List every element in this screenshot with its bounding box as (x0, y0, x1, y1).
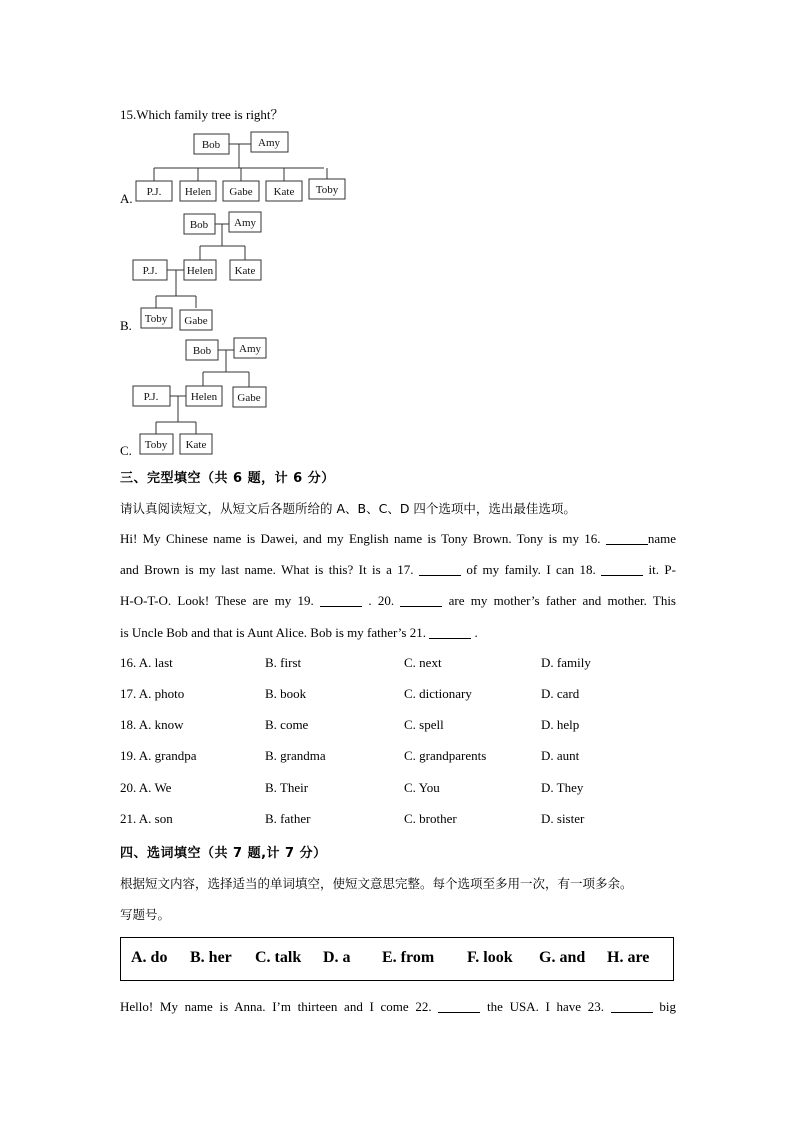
q17-option-a[interactable]: 17. A. photo (120, 686, 185, 701)
question-18-options (120, 717, 680, 737)
question-19-options (120, 748, 680, 768)
section-4-title: 四、选词填空（共 7 题,计 7 分） (120, 846, 327, 861)
tree-b-pj: P.J. (142, 265, 158, 277)
family-tree-b (130, 208, 270, 333)
family-tree-a (130, 128, 350, 208)
q21-option-a[interactable]: 21. A. son (120, 811, 173, 826)
tree-b-helen: Helen (186, 265, 214, 277)
tree-b-amy: Amy (234, 217, 256, 229)
q20-option-a[interactable]: 20. A. We (120, 780, 172, 795)
family-tree-c (130, 334, 270, 459)
word-option-f: F. look (467, 949, 513, 966)
word-option-c: C. talk (255, 949, 302, 966)
tree-b-kate: Kate (234, 265, 256, 277)
q17-option-c[interactable]: C. dictionary (404, 686, 472, 701)
word-option-d: D. a (323, 949, 351, 966)
tree-a-toby: Toby (315, 184, 339, 196)
question-21-options (120, 811, 680, 831)
q16-option-a[interactable]: 16. A. last (120, 655, 173, 670)
passage-line-1: Hi! My Chinese name is Dawei, and my English name is Tony Brown. Tony is my 16. name (120, 531, 676, 546)
word-option-b: B. her (190, 949, 232, 966)
section-4-passage (120, 991, 676, 1022)
q16-option-c[interactable]: C. next (404, 655, 442, 670)
option-b-label: B. (120, 318, 132, 333)
blank-19[interactable] (320, 594, 362, 607)
q19-option-d[interactable]: D. aunt (541, 748, 580, 763)
tree-a-gabe: Gabe (229, 186, 253, 198)
tree-a-helen: Helen (184, 186, 212, 198)
q18-option-c[interactable]: C. spell (404, 717, 444, 732)
blank-20[interactable] (400, 594, 442, 607)
word-option-h: H. are (607, 949, 650, 966)
tree-c-bob: Bob (192, 345, 212, 357)
section-4-instruction-2: 写题号。 (120, 907, 171, 922)
q19-option-a[interactable]: 19. A. grandpa (120, 748, 197, 763)
blank-22[interactable] (438, 1000, 480, 1013)
tree-c-helen: Helen (190, 391, 218, 403)
section-3-passage (120, 523, 676, 648)
section-4-passage-line-1: Hello! My name is Anna. I’m thirteen and I come 22. the USA. I have 23. big (120, 999, 676, 1014)
q20-option-d[interactable]: D. They (541, 780, 584, 795)
word-option-a: A. do (131, 949, 168, 966)
word-option-e: E. from (382, 949, 435, 966)
q16-option-b[interactable]: B. first (265, 655, 302, 670)
word-bank (120, 937, 674, 981)
q20-option-b[interactable]: B. Their (265, 780, 309, 795)
passage-line-3: H-O-T-O. Look! These are my 19. . 20. are my mother’s father and mother. This (120, 593, 676, 609)
blank-18[interactable] (601, 563, 643, 576)
question-16-options (120, 655, 680, 675)
tree-a-bob: Bob (201, 139, 221, 151)
q17-option-d[interactable]: D. card (541, 686, 580, 701)
tree-c-kate: Kate (185, 439, 207, 451)
passage-line-4: is Uncle Bob and that is Aunt Alice. Bob is my father’s 21. . (120, 624, 478, 640)
section-4-instruction: 根据短文内容，选择适当的单词填空，使短文意思完整。每个选项至多用一次，有一项多余。 (120, 876, 633, 891)
q21-option-c[interactable]: C. brother (404, 811, 457, 826)
blank-17[interactable] (419, 563, 461, 576)
question-20-options (120, 780, 680, 800)
section-3-instruction: 请认真阅读短文，从短文后各题所给的 A、B、C、D 四个选项中，选出最佳选项。 (120, 501, 576, 516)
word-option-g: G. and (539, 949, 586, 966)
tree-b-gabe: Gabe (184, 315, 208, 327)
tree-a-amy: Amy (258, 137, 280, 149)
q17-option-b[interactable]: B. book (265, 686, 307, 701)
q16-option-d[interactable]: D. family (541, 655, 591, 670)
question-15: 15.Which family tree is right？ (120, 107, 284, 122)
blank-16[interactable] (606, 532, 648, 545)
passage-line-2: and Brown is my last name. What is this? It is a 17. of my family. I can 18. it. P- (120, 562, 676, 578)
blank-21[interactable] (429, 626, 471, 639)
blank-23[interactable] (611, 1000, 653, 1013)
section-3-title: 三、完型填空（共 6 题，计 6 分） (120, 471, 335, 486)
q18-option-b[interactable]: B. come (265, 717, 309, 732)
q19-option-c[interactable]: C. grandparents (404, 748, 487, 763)
option-c-label: C. (120, 443, 132, 458)
q18-option-d[interactable]: D. help (541, 717, 580, 732)
option-a-label: A. (120, 191, 133, 206)
q21-option-d[interactable]: D. sister (541, 811, 585, 826)
tree-b-bob: Bob (189, 219, 209, 231)
tree-b-toby: Toby (144, 313, 168, 325)
q18-option-a[interactable]: 18. A. know (120, 717, 184, 732)
tree-a-pj: P.J. (146, 186, 162, 198)
q21-option-b[interactable]: B. father (265, 811, 311, 826)
tree-c-amy: Amy (239, 343, 261, 355)
q20-option-c[interactable]: C. You (404, 780, 440, 795)
tree-a-kate: Kate (273, 186, 295, 198)
tree-c-gabe: Gabe (237, 392, 261, 404)
tree-c-pj: P.J. (143, 391, 159, 403)
tree-c-toby: Toby (144, 439, 168, 451)
question-17-options (120, 686, 680, 706)
q19-option-b[interactable]: B. grandma (265, 748, 326, 763)
